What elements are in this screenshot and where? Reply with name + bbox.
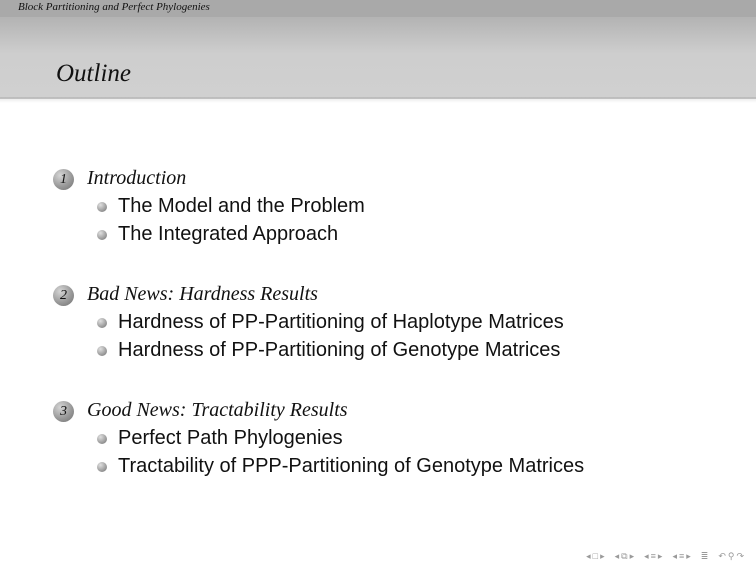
nav-section-icon[interactable]: ≡: [650, 551, 656, 561]
section-number-badge: 3: [53, 401, 74, 422]
nav-appendix-icon[interactable]: ≡: [678, 551, 685, 561]
headline-bar: [0, 0, 756, 17]
nav-prev-section-icon[interactable]: ◂: [644, 551, 649, 561]
presentation-title: Block Partitioning and Perfect Phylogenies: [18, 1, 210, 13]
nav-next-frame-icon[interactable]: ▸: [600, 551, 605, 561]
frame-title-shadow: [0, 97, 756, 103]
bullet-icon: [97, 318, 107, 328]
bullet-icon: [97, 462, 107, 472]
nav-next-subsection-icon[interactable]: ▸: [629, 551, 635, 561]
beamer-navigation-bar: [586, 549, 744, 563]
section-title[interactable]: Bad News: Hardness Results: [87, 283, 318, 305]
subsection-title[interactable]: The Model and the Problem: [118, 195, 365, 217]
subsection-title[interactable]: Hardness of PP-Partitioning of Genotype Matrices: [118, 339, 561, 361]
section-number-badge: 1: [53, 169, 74, 190]
nav-frame-icon[interactable]: □: [592, 551, 599, 561]
nav-prev-appendix-icon[interactable]: ◂: [672, 551, 677, 561]
frame-title: Outline: [56, 60, 131, 87]
section-title[interactable]: Introduction: [87, 167, 187, 189]
subsection-title[interactable]: Hardness of PP-Partitioning of Haplotype Matrices: [118, 311, 564, 333]
section-title[interactable]: Good News: Tractability Results: [87, 399, 348, 421]
bullet-icon: [97, 230, 107, 240]
nav-search-icon[interactable]: ⚲: [727, 551, 735, 561]
nav-back-icon[interactable]: ↶: [718, 551, 726, 561]
subsection-title[interactable]: Perfect Path Phylogenies: [118, 427, 343, 449]
bullet-icon: [97, 202, 107, 212]
bullet-icon: [97, 434, 107, 444]
nav-align-icon[interactable]: ≣: [700, 551, 709, 561]
nav-prev-subsection-icon[interactable]: ◂: [614, 551, 620, 561]
bullet-icon: [97, 346, 107, 356]
nav-forward-icon[interactable]: ↷: [736, 551, 744, 561]
subsection-title[interactable]: The Integrated Approach: [118, 223, 339, 245]
nav-prev-frame-icon[interactable]: ◂: [586, 551, 591, 561]
nav-subsection-icon[interactable]: ⧉: [621, 551, 628, 561]
nav-next-section-icon[interactable]: ▸: [657, 551, 663, 561]
nav-next-appendix-icon[interactable]: ▸: [686, 551, 691, 561]
subsection-title[interactable]: Tractability of PPP-Partitioning of Genotype Matrices: [118, 455, 585, 477]
section-number-badge: 2: [53, 285, 74, 306]
